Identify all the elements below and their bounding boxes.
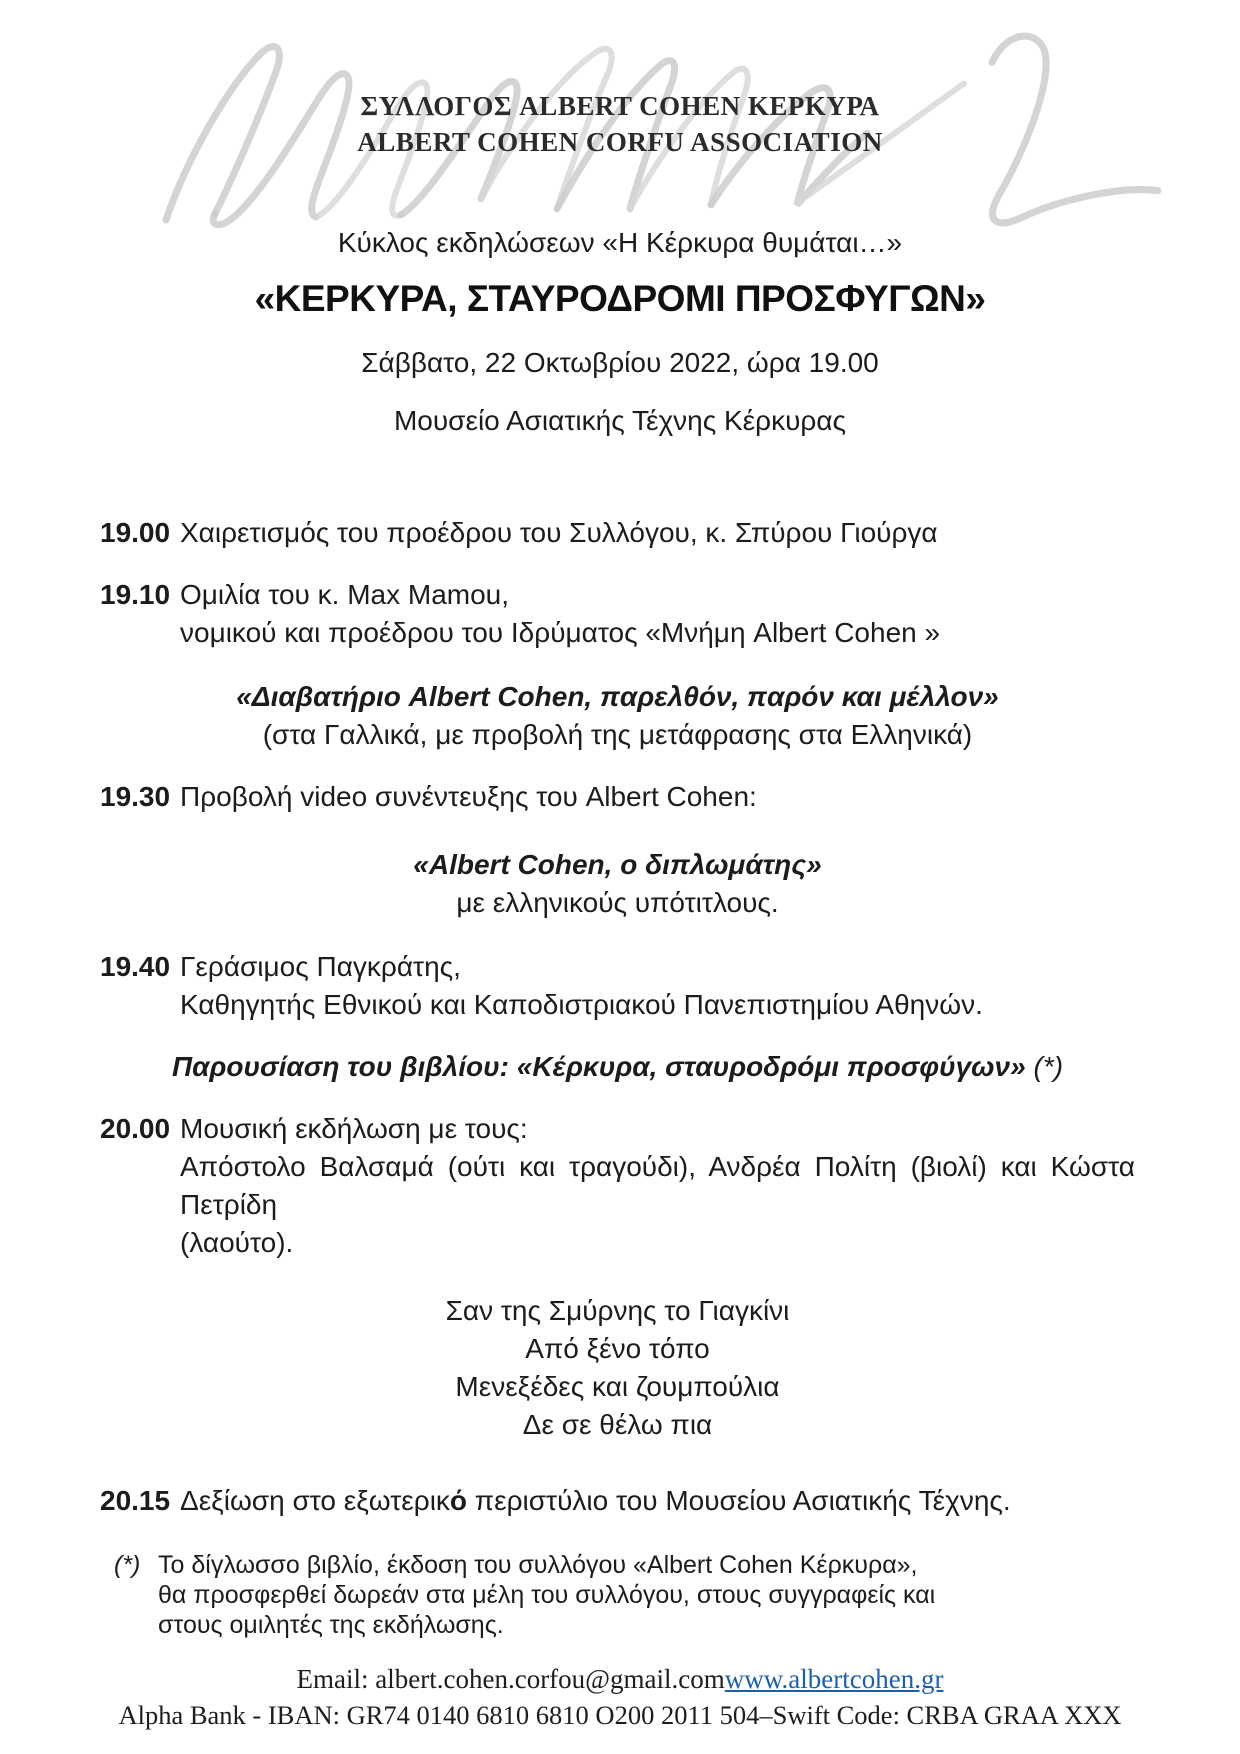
item-text-continuation: νομικού και προέδρου του Ιδρύματος «Μνήμη Albert Cohen » (180, 617, 941, 648)
time-label: 19.30 (100, 781, 171, 812)
bank-details-line: Alpha Bank - IBAN: GR74 0140 6810 6810 O200 2011 504–Swift Code: CRBA GRAA XXX (118, 1700, 1122, 1730)
lecture-language-note: (στα Γαλλικά, με προβολή της μετάφρασης στα Ελληνικά) (262, 719, 973, 750)
footnote-line: θα προσφερθεί δωρεάν στα μέλη του συλλόγου, στους συγγραφείς και (158, 1581, 936, 1609)
schedule-item-1910 (100, 576, 1135, 652)
musicians-line-continuation: (λαούτο). (180, 1227, 294, 1258)
item-text: Δεξίωση στο εξωτερικό περιστύλιο του Μουσείου Ασιατικής Τέχνης. (180, 1485, 1011, 1516)
item-text: Προβολή video συνέντευξης του Albert Cohen: (180, 781, 757, 812)
schedule-item-2000 (100, 1110, 1135, 1262)
event-venue-line: Μουσείο Ασιατικής Τέχνης Κέρκυρας (393, 405, 847, 436)
schedule-item-1930 (100, 778, 1135, 816)
event-title: «ΚΕΡΚΥΡΑ, ΣΤΑΥΡΟΔΡΟΜΙ ΠΡΟΣΦΥΓΩΝ» (254, 278, 986, 319)
video-title: «Albert Cohen, ο διπλωμάτης» (413, 849, 822, 880)
video-subtitles-note: με ελληνικούς υπότιτλους. (456, 887, 779, 918)
song-item: Μενεξέδες και ζουμπούλια (455, 1371, 780, 1402)
footnote-reference-marker: (*) (1025, 1051, 1064, 1082)
time-label: 19.10 (100, 579, 171, 610)
book-presentation-text: Παρουσίαση του βιβλίου: «Κέρκυρα, σταυροδρόμι προσφύγων» (171, 1051, 1026, 1082)
association-name-english: ALBERT COHEN CORFU ASSOCIATION (357, 127, 883, 157)
footnote-marker: (*) (114, 1551, 141, 1579)
lecture-title: «Διαβατήριο Albert Cohen, παρελθόν, παρόν και μέλλον» (236, 681, 999, 712)
song-item: Σαν της Σμύρνης το Γιαγκίνι (445, 1295, 790, 1326)
video-block (100, 846, 1135, 922)
item-text-continuation: Καθηγητής Εθνικού και Καποδιστριακού Πανεπιστημίου Αθηνών. (180, 989, 983, 1020)
bold-accented-char: ό (449, 1485, 468, 1516)
page-footer (0, 1662, 1240, 1732)
item-text: Ομιλία του κ. Max Mamou, (180, 579, 510, 610)
schedule-item-1940 (100, 948, 1135, 1024)
time-label: 19.00 (100, 517, 171, 548)
footnote-line: Το δίγλωσσο βιβλίο, έκδοση του συλλόγου «Albert Cohen Κέρκυρα», (158, 1551, 918, 1579)
footnote-line: στους ομιλητές της εκδήλωσης. (158, 1611, 504, 1639)
lecture-block (100, 678, 1135, 754)
item-text: Γεράσιμος Παγκράτης, (180, 951, 461, 982)
time-label: 20.00 (100, 1113, 171, 1144)
item-text: Χαιρετισμός του προέδρου του Συλλόγου, κ. Σπύρου Γιούργα (180, 517, 938, 548)
time-label: 19.40 (100, 951, 171, 982)
association-header (0, 0, 1240, 160)
contact-line (0, 1662, 1240, 1696)
website-link[interactable]: www.albertcohen.gr (724, 1664, 944, 1694)
book-presentation-line (100, 1048, 1135, 1086)
schedule-item-1900 (100, 514, 1135, 552)
footnote (114, 1550, 1060, 1640)
song-list (100, 1292, 1135, 1444)
time-label: 20.15 (100, 1485, 171, 1516)
song-item: Από ξένο τόπο (525, 1333, 710, 1364)
association-name-greek: ΣΥΛΛΟΓΟΣ ALBERT COHEN ΚΕΡΚΥΡΑ (360, 91, 880, 121)
schedule-item-2015 (100, 1482, 1135, 1520)
song-item: Δε σε θέλω πια (522, 1409, 713, 1440)
email-text: Email: albert.cohen.corfou@gmail.com (296, 1664, 725, 1694)
event-series-line: Κύκλος εκδηλώσεων «Η Κέρκυρα θυμάται…» (337, 227, 903, 258)
event-date-line: Σάββατο, 22 Οκτωβρίου 2022, ώρα 19.00 (361, 347, 879, 378)
musicians-line: Απόστολο Βαλσαμά (ούτι και τραγούδι), Ανδρέα Πολίτη (βιολί) και Κώστα Πετρίδη (180, 1151, 1135, 1220)
item-text: Μουσική εκδήλωση με τους: (180, 1113, 528, 1144)
